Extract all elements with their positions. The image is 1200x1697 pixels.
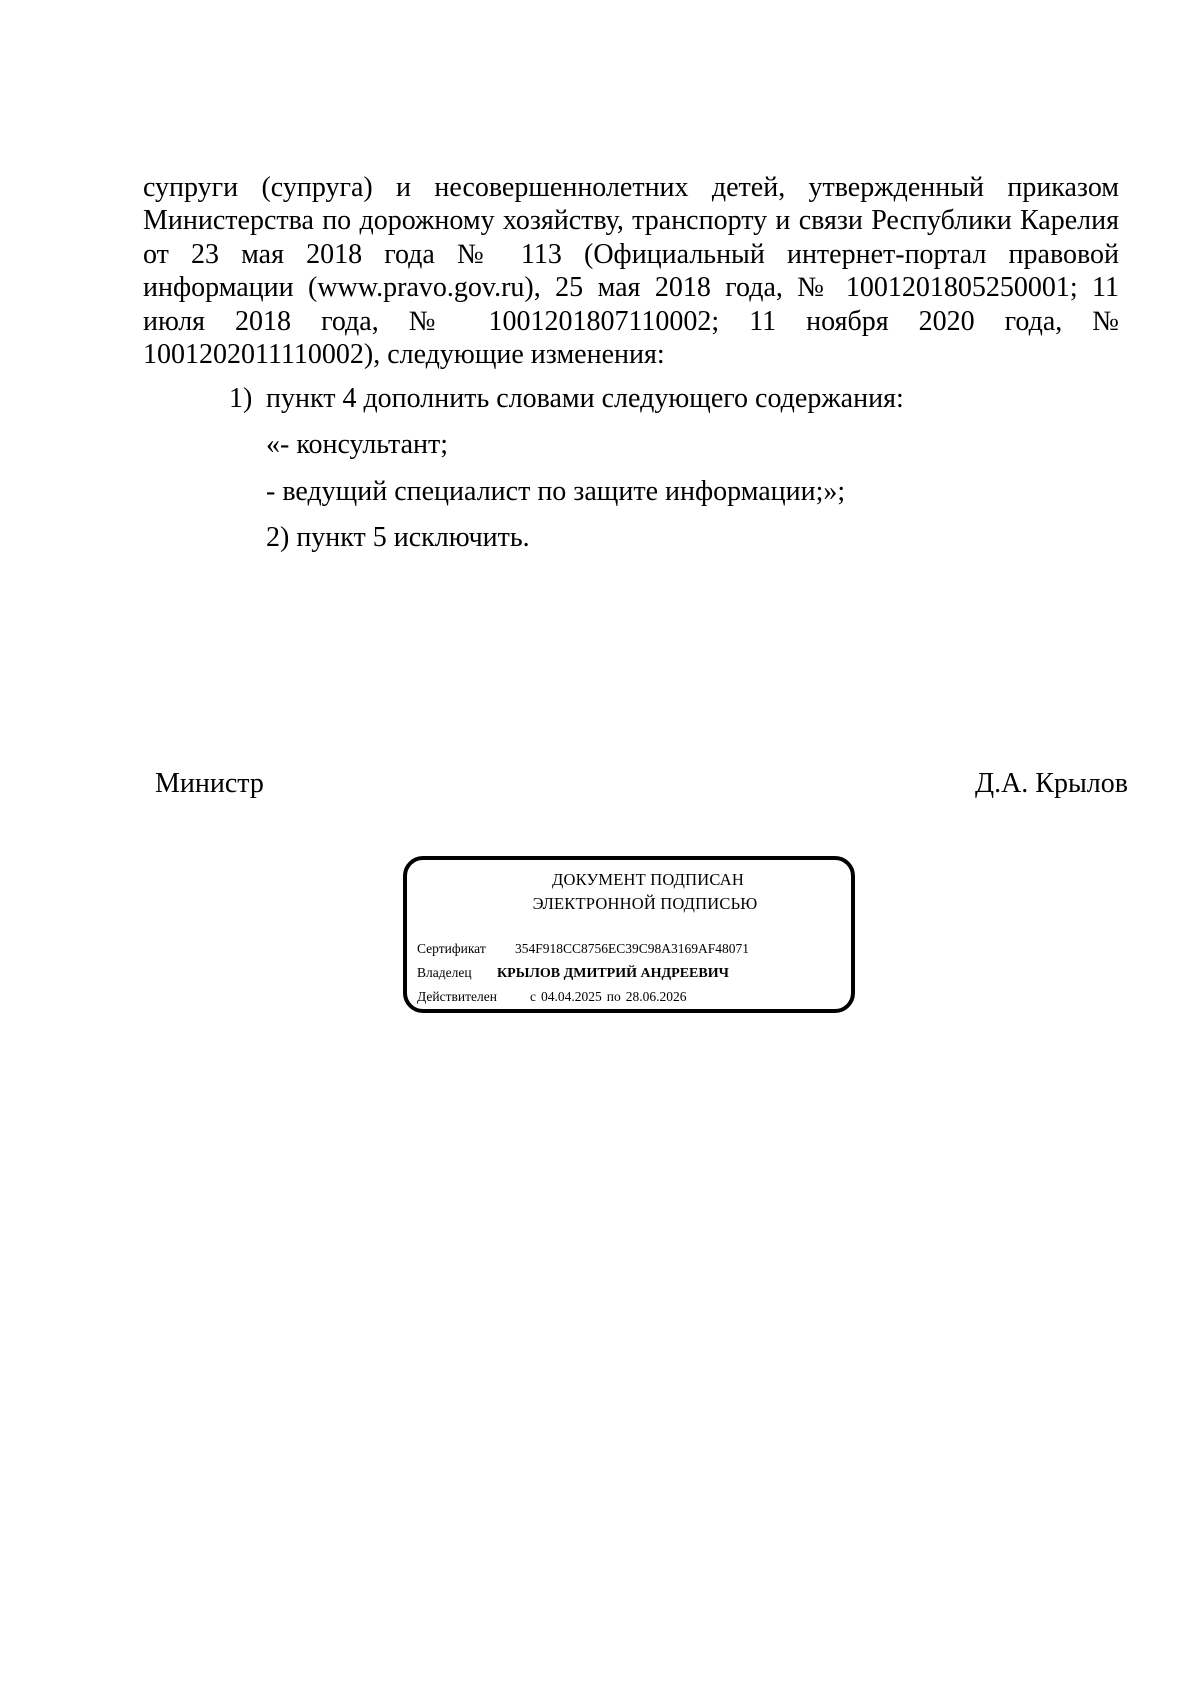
stamp-header-line-2: ЭЛЕКТРОННОЙ ПОДПИСЬЮ	[532, 894, 758, 913]
validity-row	[417, 988, 686, 1006]
certificate-value: 354F918CC8756EC39C98A3169AF48071	[515, 941, 750, 956]
list-item-1-number: 1)	[229, 383, 253, 414]
signatory-role: Министр	[155, 768, 264, 799]
valid-to-date: 28.06.2026	[625, 989, 687, 1004]
certificate-label: Сертификат	[417, 941, 486, 956]
amendment-line-2: - ведущий специалист по защите информации;»;	[266, 476, 846, 507]
valid-from-prefix: с	[530, 989, 536, 1004]
validity-label: Действителен	[417, 989, 497, 1004]
body-paragraph: супруги (супруга) и несовершеннолетних детей, утвержденный приказом Министерства по дорожному хозяйству, транспорту и связи Республики Карелия от 23 мая 2018 года № 113 (Официальный интернет-портал правовой информации (www.pravo.gov.ru), 25 мая 2018 года, № 1001201805250001; 11 июля 2018 года, № 1001201807110002; 11 ноября 2020 года, № 1001202011110002), следующие изменения:	[143, 172, 1119, 371]
signatory-name: Д.А. Крылов	[974, 768, 1128, 799]
valid-from-date: 04.04.2025	[541, 989, 602, 1004]
owner-value: КРЫЛОВ ДМИТРИЙ АНДРЕЕВИЧ	[497, 966, 729, 981]
owner-label: Владелец	[417, 965, 472, 980]
list-item-1-text: пункт 4 дополнить словами следующего содержания:	[266, 383, 904, 414]
valid-to-prefix: по	[606, 989, 621, 1004]
owner-row	[417, 964, 729, 983]
list-item-2: 2) пункт 5 исключить.	[266, 522, 530, 553]
list-item-1	[229, 382, 904, 416]
certificate-row	[417, 940, 749, 958]
stamp-header-line-1: ДОКУМЕНТ ПОДПИСАН	[552, 870, 744, 889]
amendment-line-1: «- консультант;	[266, 429, 448, 460]
electronic-signature-stamp	[403, 856, 855, 1013]
